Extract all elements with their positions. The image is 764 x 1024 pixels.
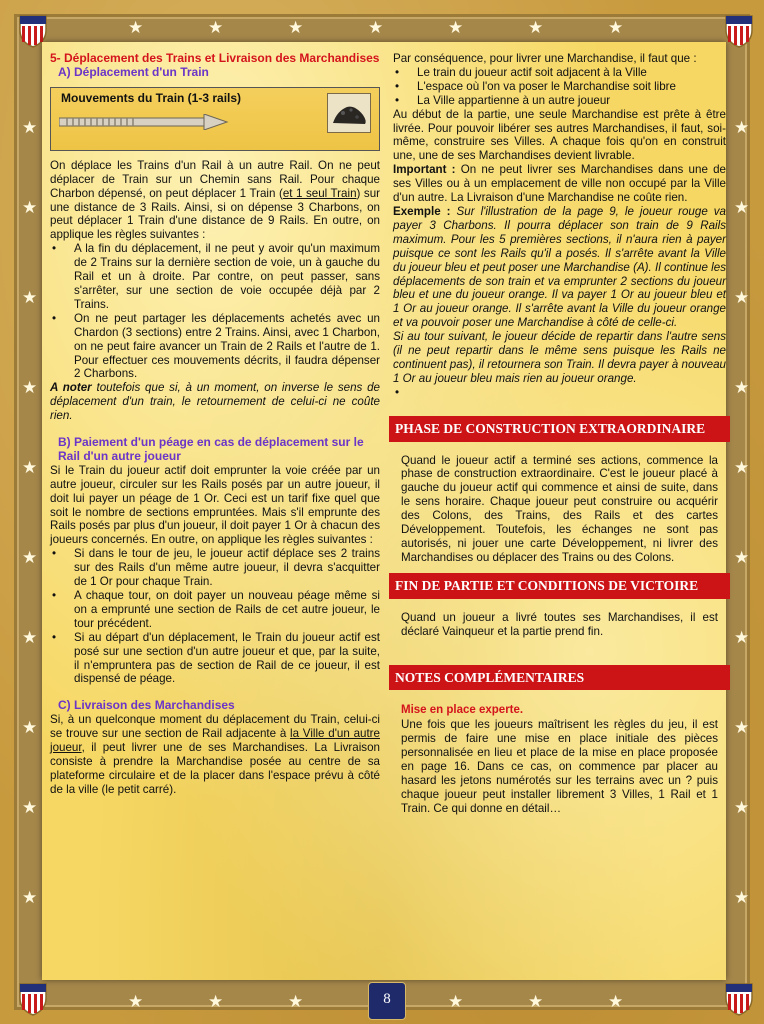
list-item: • Le train du joueur actif soit adjacent à la Ville	[395, 65, 647, 79]
star-icon: ★	[22, 798, 38, 818]
star-icon: ★	[734, 378, 750, 398]
toll-rules-list	[50, 547, 380, 686]
train-box-label: Mouvements du Train (1-3 rails)	[61, 90, 242, 105]
star-icon: ★	[22, 718, 38, 738]
star-icon: ★	[22, 458, 38, 478]
example-continued-paragraph: Si au tour suivant, le joueur décide de repartir dans l'autre sens (il ne peut repartir dans le même sens puisque les Rails ne continuent pas), il retournera son Train. Il devra payer à nouveau 1 Or au joueur bleu mais rien au joueur orange.	[393, 330, 726, 385]
list-item: • On ne peut partager les déplacements achetés avec un Chardon (3 sections) entre 2 Trains. Ainsi, avec 1 Charbon, on ne peut faire avancer un Train de 2 Rails et l'autre de 1. Pour effectuer ces mouvements décrits, il faudra dépenser 2 Charbons.	[52, 311, 380, 381]
star-icon: ★	[734, 288, 750, 308]
paragraph-delivery: Si, à un quelconque moment du déplacement du Train, celui-ci se trouve sur une section de Rail adjacente à la Ville d'un autre joueur, il peut livrer une de ses Marchandises. La Livraison consiste à prendre la Marchandise posée au centre de sa plateforme circulaire et de la placer dans l'espace prévu à côté de la ville (le petit carré).	[50, 713, 380, 796]
list-item: • Si dans le tour de jeu, le joueur actif déplace ses 2 trains sur des Rails d'un même autre joueur, il devra s'acquitter de 1 Or pour chaque Train.	[52, 547, 380, 589]
train-rules-list	[50, 242, 380, 381]
star-icon: ★	[528, 18, 544, 38]
delivery-conditions-list	[393, 66, 726, 108]
star-icon: ★	[734, 888, 750, 908]
star-icon: ★	[734, 548, 750, 568]
subheading-b: B) Paiement d'un péage en cas de déplacement sur le Rail d'un autre joueur	[58, 435, 364, 463]
subheading-a: A) Déplacement d'un Train	[58, 64, 209, 79]
star-icon: ★	[608, 18, 624, 38]
list-item: • Si au départ d'un déplacement, le Train du joueur actif est posé sur une section d'un autre joueur et que, par la suite, il n'empruntera pas de section de Rail de ce joueur, il est dispensé de péage.	[52, 630, 380, 686]
note-paragraph: A noter toutefois que si, à un moment, on inverse le sens de déplacement d'un train, le retournement de celui-ci ne coûte rien.	[50, 381, 380, 423]
star-icon: ★	[288, 992, 304, 1012]
flag-shield-icon	[724, 14, 754, 48]
star-icon: ★	[448, 18, 464, 38]
star-icon: ★	[128, 18, 144, 38]
star-icon: ★	[608, 992, 624, 1012]
star-icon: ★	[208, 18, 224, 38]
coal-icon	[327, 93, 371, 133]
star-icon: ★	[368, 18, 384, 38]
star-icon: ★	[734, 628, 750, 648]
right-column	[393, 52, 726, 816]
star-icon: ★	[734, 118, 750, 138]
list-item: • A la fin du déplacement, il ne peut y avoir qu'un maximum de 2 Trains sur la dernière section de voie, un à gauche du Rail et un à droite. Par contre, on peut passer, sans s'arrêter, sur une section de voie occupée déjà par 2 Trains.	[52, 242, 380, 311]
star-icon: ★	[22, 548, 38, 568]
paragraph-construction: Quand le joueur actif a terminé ses actions, commence la phase de construction extraordinaire. C'est le joueur placé à gauche du joueur actif qui commence et ainsi de suite, dans le sens horaire. Chaque joueur peut construire ou acquérir des Colons, des Trains, des Rails et des cartes Développement. Toutefois, les échanges ne sont pas autorisés, ni jouer une carte Développement, ni livrer des Marchandises ou déplacer des Trains ou des Colons.	[401, 453, 718, 564]
banner-notes: NOTES COMPLÉMENTAIRES	[389, 665, 730, 691]
important-paragraph: Important : On ne peut livrer ses Marchandises dans une de ses Villes ou à un emplacement de ville non occupé par la Ville d'un autre. La Livraison d'une Marchandise ne coûte rien.	[393, 163, 726, 205]
star-icon: ★	[734, 198, 750, 218]
subheading-expert: Mise en place experte.	[401, 704, 524, 717]
star-icon: ★	[528, 992, 544, 1012]
star-icon: ★	[288, 18, 304, 38]
banner-construction: PHASE DE CONSTRUCTION EXTRAORDINAIRE	[389, 416, 730, 442]
star-icon: ★	[128, 992, 144, 1012]
star-icon: ★	[208, 992, 224, 1012]
star-icon: ★	[734, 718, 750, 738]
star-icon: ★	[448, 992, 464, 1012]
paragraph-victory: Quand un joueur a livré toutes ses Marchandises, il est déclaré Vainqueur et la partie prend fin.	[401, 610, 718, 638]
star-icon: ★	[22, 288, 38, 308]
star-icon: ★	[22, 378, 38, 398]
star-icon: ★	[22, 118, 38, 138]
paragraph-start-goods: Au début de la partie, une seule Marchandise est prête à être livrée. Pour pouvoir libérer ses autres Marchandises, il faut, soi-même, construire ses Villes. A chaque fois qu'on en construit une, une de ses Marchandises devient livrable.	[393, 107, 726, 163]
flag-shield-icon	[18, 982, 48, 1016]
example-paragraph: Exemple : Sur l'illustration de la page 9, le joueur rouge va payer 3 Charbons. Il pourra déplacer son train de 9 Rails maximum. Pour les 5 premières sections, il n'aura rien à payer puisque ce sont les Rails qu'il a posés. Il s'arrête avant la Ville du joueur bleu et peut poser une Marchandise (A). Il continue les déplacements de son train et va emprunter 2 sections du joueur bleu et une du joueur orange. Il va payer 1 Or au joueur bleu et 1 Or au joueur orange. Il s'arrête avant la Ville du joueur orange et va pouvoir poser une Marchandise à côté de celle-ci.	[393, 204, 726, 330]
star-icon: ★	[734, 798, 750, 818]
flag-shield-icon	[724, 982, 754, 1016]
train-movement-box	[50, 87, 380, 151]
list-item: • A chaque tour, on doit payer un nouveau péage même si on a emprunté une section de Rails de cet autre joueur, le tour précédent.	[52, 589, 380, 630]
star-icon: ★	[22, 888, 38, 908]
banner-end-game: FIN DE PARTIE ET CONDITIONS DE VICTOIRE	[389, 573, 730, 599]
left-column	[50, 52, 380, 797]
star-icon: ★	[22, 628, 38, 648]
page-number: 8	[368, 982, 406, 1020]
star-icon: ★	[22, 198, 38, 218]
paragraph-toll: Si le Train du joueur actif doit emprunter la voie créée par un autre joueur, circuler sur les Rails posés par un autre joueur, il doit lui payer un péage de 1 Or. Ceci est un tarif fixe quel que soit le nombre de sections empruntées. Mais s'il emprunte des Rails posés par plus d'un joueur, il doit payer 1 Or à chacun des joueurs concernés. En outre, on applique les règles suivantes :	[50, 463, 380, 547]
subheading-c: C) Livraison des Marchandises	[58, 698, 235, 713]
paragraph-conditions: Par conséquence, pour livrer une Marchandise, il faut que :	[393, 52, 697, 65]
empty-bullet: •	[395, 385, 400, 399]
list-item: • La Ville appartienne à un autre joueur	[395, 93, 611, 107]
list-item: • L'espace où l'on va poser le Marchandise soit libre	[395, 79, 676, 93]
rail-arrow-icon	[59, 114, 229, 130]
paragraph-expert-setup: Une fois que les joueurs maîtrisent les règles du jeu, il est permis de faire une mise en place initiale des pièces personnalisée en lieu et place de la mise en place proposée en page 16. Dans ce cas, on commence par placer au hasard les jetons numérotés sur les terrains avec un ? puis chaque joueur peut installer librement 3 Villes, 1 Rail et 1 Train. Ce qui donne en détail…	[401, 718, 718, 815]
section-title: 5- Déplacement des Trains et Livraison des Marchandises	[50, 51, 380, 65]
paragraph-train-move: On déplace les Trains d'un Rail à un autre Rail. On ne peut déplacer de Train sur un Chemin sans Rail. Pour chaque Charbon dépensé, on peut déplacer 1 Train (et 1 seul Train) sur une distance de 3 Rails. Ainsi, si on dépense 3 Charbons, on peut déplacer 1 Train d'une distance de 9 Rails. En outre, on applique les règles suivantes :	[50, 158, 381, 242]
star-icon: ★	[734, 458, 750, 478]
